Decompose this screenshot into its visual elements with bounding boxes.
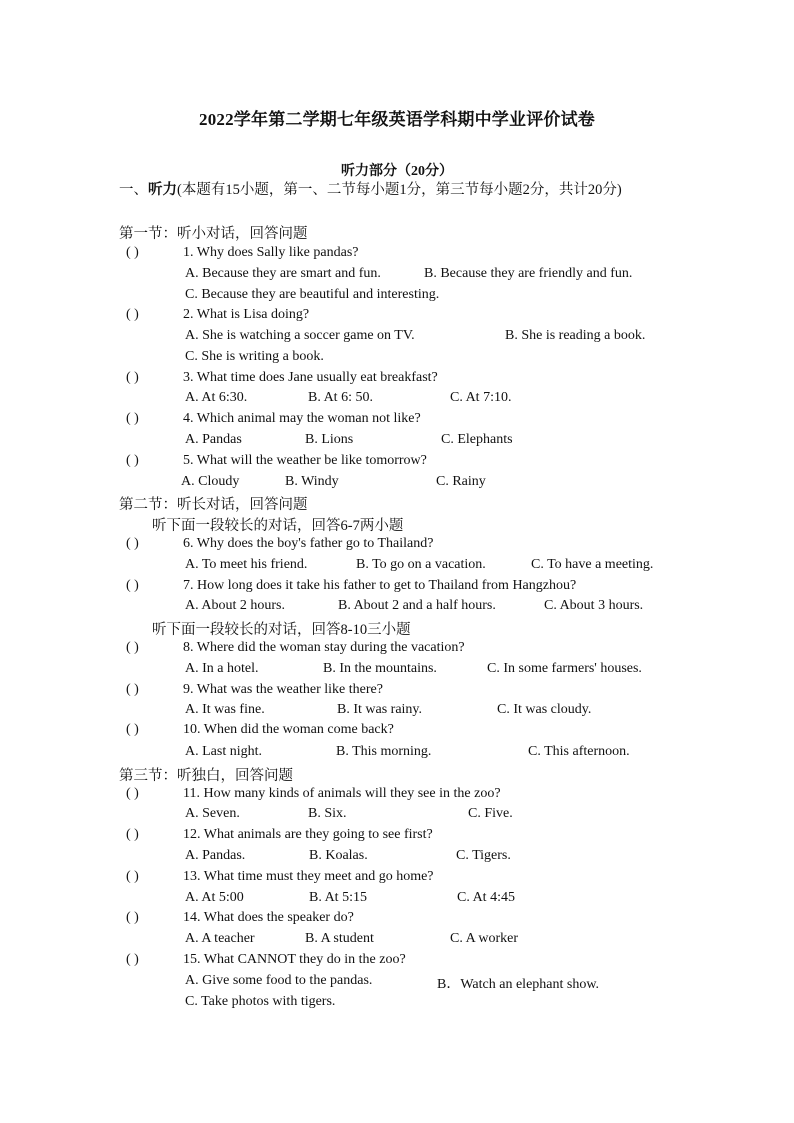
option-a: A. Last night. — [185, 744, 262, 759]
exam-title: 2022学年第二学期七年级英语学科期中学业评价试卷 — [199, 110, 595, 129]
part-name: 听力 — [148, 182, 177, 198]
question-13 — [126, 869, 434, 885]
question-text: 14. What does the speaker do? — [183, 910, 354, 925]
answer-blank[interactable]: ( ) — [126, 722, 139, 737]
question-text: 1. Why does Sally like pandas? — [183, 245, 359, 260]
option-b: B. Because they are friendly and fun. — [424, 266, 633, 281]
option-a: A. Pandas — [185, 432, 242, 447]
question-4 — [126, 411, 421, 427]
question-6 — [126, 536, 433, 552]
option-c: C. Because they are beautiful and interesting. — [185, 287, 440, 302]
option-c: C. In some farmers' houses. — [487, 661, 642, 676]
option-b: B. At 5:15 — [309, 890, 367, 905]
part-one-instructions — [119, 180, 684, 201]
question-text: 8. Where did the woman stay during the vacation? — [183, 640, 465, 655]
option-a: A. Pandas. — [185, 848, 246, 863]
option-c: C. To have a meeting. — [531, 557, 654, 572]
option-a: A. At 6:30. — [185, 390, 248, 405]
option-c: C. Elephants — [441, 432, 513, 447]
option-a: A. She is watching a soccer game on TV. — [185, 328, 415, 343]
part-number: 一、 — [119, 182, 148, 198]
option-c: C. Tigers. — [456, 848, 511, 863]
question-15 — [126, 952, 406, 968]
option-c: C. About 3 hours. — [544, 598, 644, 613]
section-two-heading: 第二节：听长对话，回答问题 — [119, 497, 308, 513]
question-text: 15. What CANNOT they do in the zoo? — [183, 952, 406, 967]
option-a: A. To meet his friend. — [185, 557, 308, 572]
question-text: 2. What is Lisa doing? — [183, 307, 310, 322]
section-three-heading: 第三节：听独白，回答问题 — [119, 768, 293, 784]
question-text: 11. How many kinds of animals will they see in the zoo? — [183, 786, 501, 801]
question-14 — [126, 910, 354, 926]
question-8 — [126, 640, 465, 656]
answer-blank[interactable]: ( ) — [126, 869, 139, 884]
option-b: B. Lions — [305, 432, 354, 447]
question-11 — [126, 786, 501, 802]
question-7 — [126, 578, 576, 594]
answer-blank[interactable]: ( ) — [126, 453, 139, 468]
question-text: 5. What will the weather be like tomorrow? — [183, 453, 427, 468]
section-title-listening: 听力部分（20分） — [341, 164, 453, 179]
section-one-heading: 第一节：听小对话，回答问题 — [119, 226, 308, 242]
option-a: A. Give some food to the pandas. — [185, 973, 373, 988]
option-a: A. Because they are smart and fun. — [185, 266, 381, 281]
option-a: A. Seven. — [185, 806, 240, 821]
question-text: 10. When did the woman come back? — [183, 722, 394, 737]
option-a: A. About 2 hours. — [185, 598, 285, 613]
question-text: 13. What time must they meet and go home? — [183, 869, 434, 884]
option-b: B. Koalas. — [309, 848, 368, 863]
option-b: B. It was rainy. — [337, 702, 423, 717]
option-c: C. At 7:10. — [450, 390, 512, 405]
question-12 — [126, 827, 433, 843]
question-3 — [126, 370, 438, 386]
question-text: 12. What animals are they going to see first? — [183, 827, 433, 842]
option-b: B. She is reading a book. — [505, 328, 646, 343]
answer-blank[interactable]: ( ) — [126, 910, 139, 925]
dialogue-two-instruction: 听下面一段较长的对话，回答8-10三小题 — [152, 622, 411, 638]
question-10 — [126, 722, 394, 738]
option-c: C. This afternoon. — [528, 744, 630, 759]
option-c: C. Take photos with tigers. — [185, 994, 336, 1009]
option-c: C. A worker — [450, 931, 519, 946]
option-a: A. Cloudy — [181, 474, 240, 489]
dialogue-one-instruction: 听下面一段较长的对话，回答6-7两小题 — [152, 518, 404, 534]
option-b: B. This morning. — [336, 744, 432, 759]
option-c: C. Rainy — [436, 474, 486, 489]
question-text: 3. What time does Jane usually eat breakfast? — [183, 370, 438, 385]
question-text: 6. Why does the boy's father go to Thailand? — [183, 536, 434, 551]
answer-blank[interactable]: ( ) — [126, 827, 139, 842]
part-description: (本题有15小题，第一、二节每小题1分，第三节每小题2分，共计20分) — [177, 182, 622, 198]
option-b: B．Watch an elephant show. — [437, 977, 600, 992]
option-b: B. At 6: 50. — [308, 390, 373, 405]
option-a: A. It was fine. — [185, 702, 265, 717]
answer-blank[interactable]: ( ) — [126, 307, 139, 322]
question-text: 7. How long does it take his father to get to Thailand from Hangzhou? — [183, 578, 577, 593]
question-9 — [126, 682, 383, 698]
question-5 — [126, 453, 427, 469]
question-text: 9. What was the weather like there? — [183, 682, 383, 697]
option-c: C. She is writing a book. — [185, 349, 324, 364]
option-c: C. Five. — [468, 806, 513, 821]
question-1 — [126, 245, 359, 261]
answer-blank[interactable]: ( ) — [126, 245, 139, 260]
answer-blank[interactable]: ( ) — [126, 786, 139, 801]
answer-blank[interactable]: ( ) — [126, 578, 139, 593]
option-b: B. In the mountains. — [323, 661, 437, 676]
option-b: B. Windy — [285, 474, 339, 489]
answer-blank[interactable]: ( ) — [126, 536, 139, 551]
question-text: 4. Which animal may the woman not like? — [183, 411, 421, 426]
option-c: C. It was cloudy. — [497, 702, 592, 717]
option-a: A. A teacher — [185, 931, 255, 946]
question-2 — [126, 307, 309, 323]
answer-blank[interactable]: ( ) — [126, 640, 139, 655]
option-b: B. A student — [305, 931, 374, 946]
option-a: A. In a hotel. — [185, 661, 259, 676]
answer-blank[interactable]: ( ) — [126, 682, 139, 697]
answer-blank[interactable]: ( ) — [126, 952, 139, 967]
option-a: A. At 5:00 — [185, 890, 244, 905]
option-c: C. At 4:45 — [457, 890, 515, 905]
option-b: B. To go on a vacation. — [356, 557, 486, 572]
answer-blank[interactable]: ( ) — [126, 411, 139, 426]
option-b: B. Six. — [308, 806, 347, 821]
answer-blank[interactable]: ( ) — [126, 370, 139, 385]
option-b: B. About 2 and a half hours. — [338, 598, 496, 613]
